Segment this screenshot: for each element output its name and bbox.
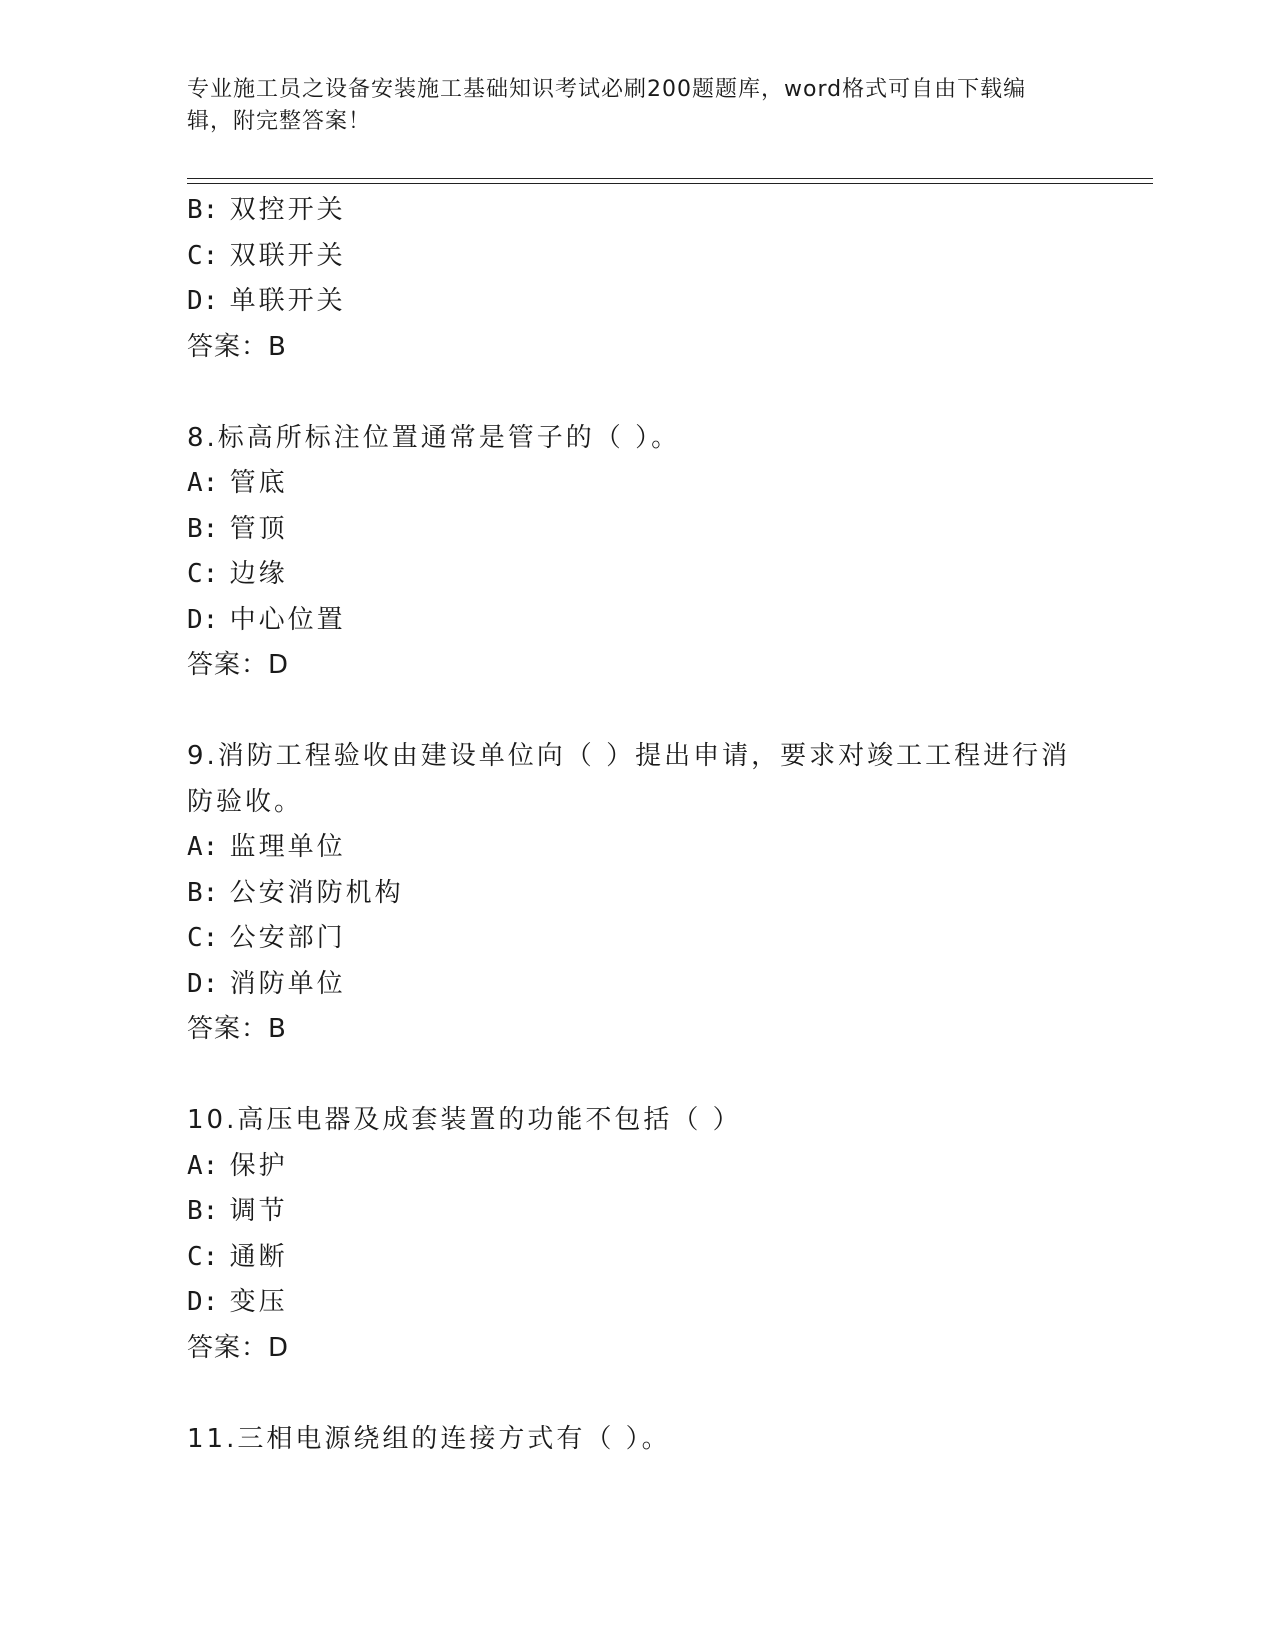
spacer bbox=[187, 370, 1087, 416]
option-letter: B: bbox=[187, 877, 219, 908]
option-text: 变压 bbox=[229, 1287, 288, 1317]
option-letter: D: bbox=[187, 604, 219, 635]
option-letter: C: bbox=[187, 240, 219, 271]
option-item bbox=[187, 871, 1087, 917]
header-divider-bottom bbox=[187, 183, 1153, 184]
option-item bbox=[187, 598, 1087, 644]
option-item bbox=[187, 1280, 1087, 1326]
answer-line: 答案：D bbox=[187, 1332, 290, 1363]
option-text: 中心位置 bbox=[229, 604, 346, 635]
question-stem: 10.高压电器及成套装置的功能不包括（ ） bbox=[187, 1105, 742, 1135]
option-letter: D: bbox=[187, 286, 219, 316]
option-text: 通断 bbox=[229, 1241, 288, 1272]
spacer bbox=[187, 689, 1087, 735]
spacer bbox=[187, 1053, 1087, 1099]
option-text: 双联开关 bbox=[229, 240, 346, 271]
option-text: 保护 bbox=[229, 1150, 288, 1181]
option-item bbox=[187, 279, 1087, 325]
document-header: 专业施工员之设备安装施工基础知识考试必刷200题题库，word格式可自由下载编辑，附完整答案！ bbox=[187, 77, 1027, 134]
option-letter: B: bbox=[187, 1196, 219, 1226]
answer-line: 答案：B bbox=[187, 331, 287, 362]
answer-line: 答案：B bbox=[187, 1014, 287, 1044]
option-text: 公安消防机构 bbox=[229, 877, 404, 908]
option-text: 调节 bbox=[229, 1196, 288, 1226]
question-stem: 9.消防工程验收由建设单位向（ ）提出申请，要求对竣工工程进行消防验收。 bbox=[187, 741, 1071, 817]
option-letter: D: bbox=[187, 1287, 219, 1317]
option-item bbox=[187, 825, 1087, 871]
option-text: 双控开关 bbox=[229, 195, 346, 225]
option-letter: B: bbox=[187, 195, 219, 225]
question-content bbox=[187, 188, 1087, 1462]
option-item bbox=[187, 1235, 1087, 1281]
option-item bbox=[187, 234, 1087, 280]
option-item bbox=[187, 962, 1087, 1008]
option-item bbox=[187, 552, 1087, 598]
option-letter: D: bbox=[187, 968, 219, 999]
answer-line: 答案：D bbox=[187, 650, 290, 680]
option-text: 管底 bbox=[229, 468, 288, 498]
option-letter: A: bbox=[187, 1150, 219, 1181]
option-text: 单联开关 bbox=[229, 286, 346, 316]
option-text: 管顶 bbox=[229, 513, 288, 544]
option-item bbox=[187, 461, 1087, 507]
option-letter: C: bbox=[187, 1241, 219, 1272]
option-letter: B: bbox=[187, 513, 219, 544]
option-text: 监理单位 bbox=[229, 832, 346, 862]
option-item bbox=[187, 1189, 1087, 1235]
option-text: 消防单位 bbox=[229, 968, 346, 999]
option-item bbox=[187, 507, 1087, 553]
option-text: 公安部门 bbox=[229, 923, 346, 953]
option-letter: C: bbox=[187, 559, 219, 589]
spacer bbox=[187, 1371, 1087, 1417]
question-stem: 11.三相电源绕组的连接方式有（ ）。 bbox=[187, 1423, 671, 1454]
option-item bbox=[187, 188, 1087, 234]
header-divider-top bbox=[187, 178, 1153, 179]
option-item bbox=[187, 916, 1087, 962]
option-letter: A: bbox=[187, 832, 219, 862]
option-item bbox=[187, 1144, 1087, 1190]
option-letter: C: bbox=[187, 923, 219, 953]
option-letter: A: bbox=[187, 468, 219, 498]
option-text: 边缘 bbox=[229, 559, 288, 589]
question-stem: 8.标高所标注位置通常是管子的（ ）。 bbox=[187, 422, 681, 453]
